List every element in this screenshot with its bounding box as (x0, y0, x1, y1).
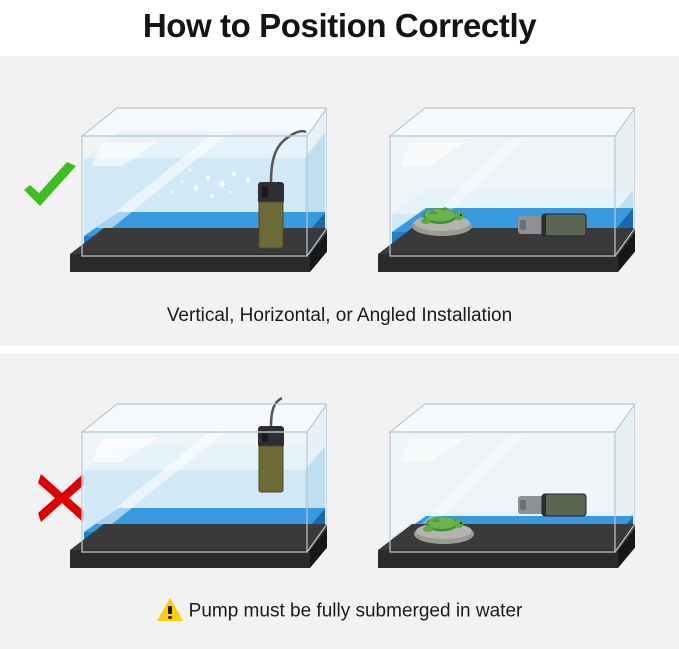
caption-correct: Vertical, Horizontal, or Angled Installation (166, 305, 513, 326)
scene-correct-vertical (62, 96, 327, 291)
caption-incorrect: Pump must be fully submerged in water (0, 600, 679, 623)
page-title: How to Position Correctly (142, 7, 537, 44)
yellow-warning-triangle-icon (157, 598, 183, 621)
scene-incorrect-horizontal (370, 392, 635, 587)
scene-correct-horizontal (370, 96, 635, 291)
scene-incorrect-vertical (62, 392, 327, 587)
